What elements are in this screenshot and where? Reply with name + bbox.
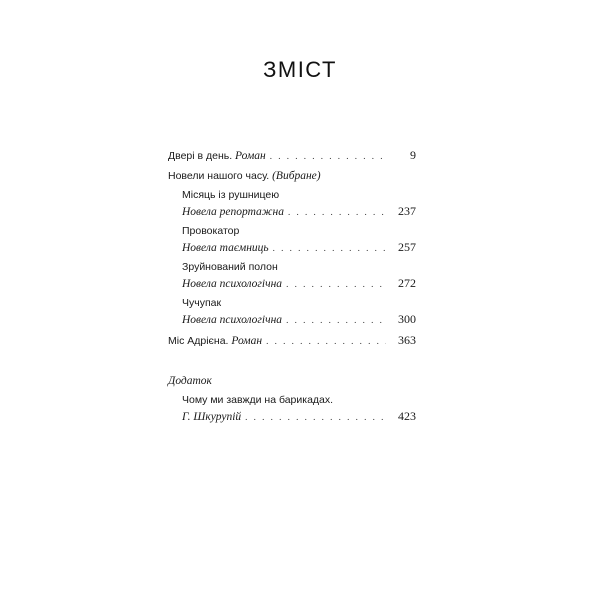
entry-subtitle: Новела психологічна [182, 314, 283, 326]
page-number: 272 [398, 276, 416, 290]
toc-entry-dveri[interactable] [168, 147, 416, 164]
page-title: ЗМІСТ [263, 57, 337, 82]
page-number: 9 [410, 148, 416, 162]
section-note: (Вибране) [272, 170, 321, 182]
page-number: 363 [398, 333, 416, 347]
table-of-contents [168, 147, 416, 425]
leader-dots [288, 204, 386, 220]
entry-title: Міс Адрієна. [168, 335, 229, 347]
entry-title: Чучупак [182, 297, 222, 309]
page-number: 237 [398, 204, 416, 218]
toc-appendix-heading [168, 373, 416, 389]
entry-title: Провокатор [182, 225, 240, 237]
leader-dots [266, 333, 386, 349]
page-number: 423 [398, 409, 416, 423]
page-number: 257 [398, 240, 416, 254]
toc-section-novely [168, 168, 416, 184]
entry-genre: Роман [231, 335, 263, 347]
appendix-heading: Додаток [168, 375, 212, 387]
entry-subtitle: Новела таємниць [182, 242, 269, 254]
toc-entry-polon[interactable] [168, 259, 416, 292]
leader-dots [286, 312, 386, 328]
entry-author: Г. Шкурупій [182, 411, 242, 423]
toc-entry-chuchupak[interactable] [168, 295, 416, 328]
toc-entry-provokator[interactable] [168, 223, 416, 256]
entry-title: Зруйнований полон [182, 261, 278, 273]
leader-dots [286, 276, 386, 292]
entry-subtitle: Новела психологічна [182, 278, 283, 290]
entry-title: Місяць із рушницею [182, 189, 280, 201]
entry-subtitle: Новела репортажна [182, 206, 284, 218]
toc-entry-appendix[interactable] [168, 392, 416, 425]
toc-entry-adriena[interactable] [168, 332, 416, 349]
entry-title: Чому ми завжди на барикадах. [182, 394, 334, 406]
page-number: 300 [398, 312, 416, 326]
leader-dots [270, 148, 386, 164]
entry-title: Двері в день. [168, 150, 233, 162]
leader-dots [245, 409, 386, 425]
section-title: Новели нашого часу. [168, 170, 270, 182]
toc-entry-misiats[interactable] [168, 187, 416, 220]
leader-dots [273, 240, 386, 256]
entry-genre: Роман [235, 150, 266, 162]
